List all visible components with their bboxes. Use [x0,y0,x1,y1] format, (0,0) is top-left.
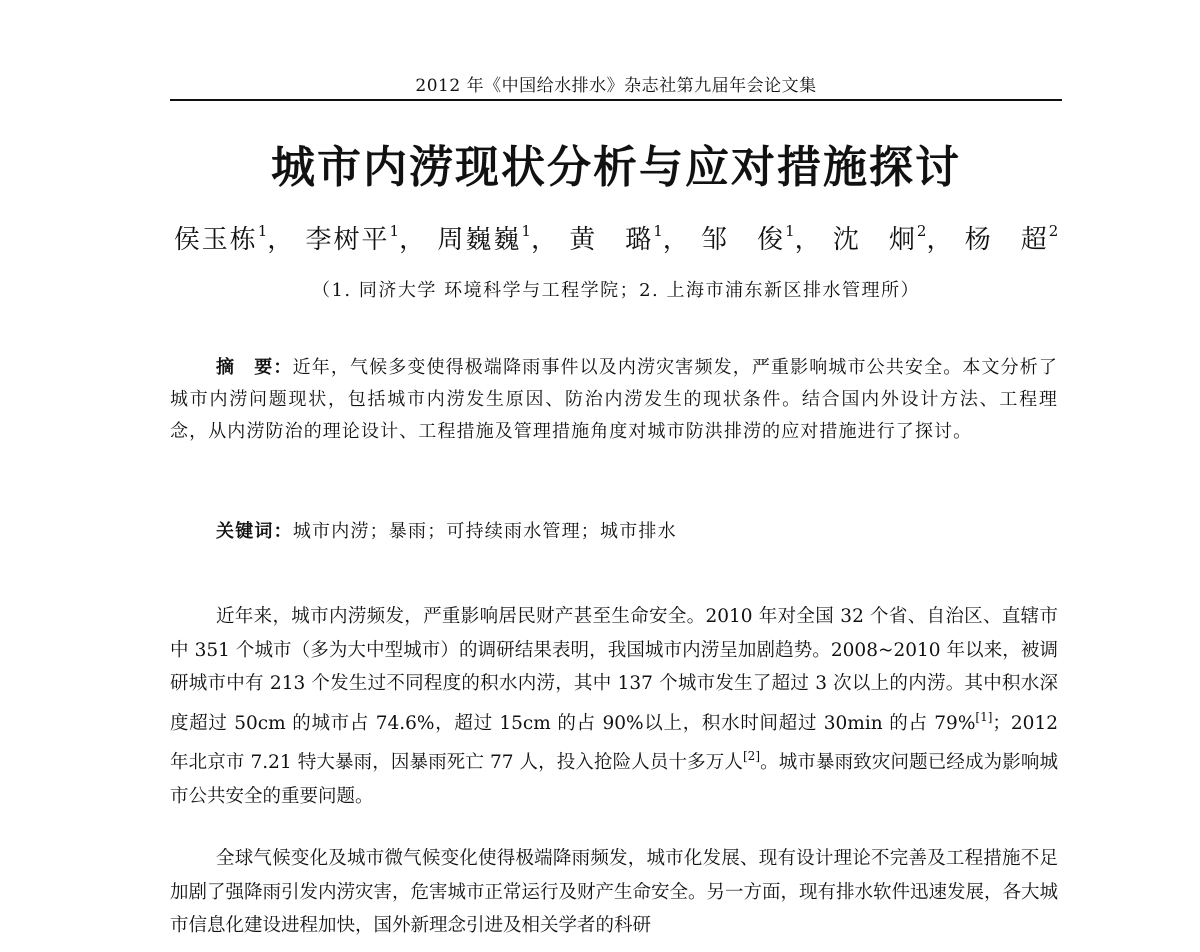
keywords-label: 关键词： [216,521,293,542]
affiliation-mark: 2 [916,222,927,240]
keywords [216,516,1058,548]
abstract-text: 近年，气候多变使得极端降雨事件以及内涝灾害频发，严重影响城市公共安全。本文分析了城市内涝问题现状，包括城市内涝发生原因、防治内涝发生的现状条件。结合国内外设计方法、工程理念，从内涝防治的理论设计、工程措施及管理措施角度对城市防洪排涝的应对措施进行了探讨。 [170,357,1059,442]
author [701,222,823,255]
author-name: 黄 璐 [569,225,654,255]
keywords-text: 城市内涝；暴雨；可持续雨水管理；城市排水 [292,521,677,542]
author-separator: ， [794,225,823,255]
citation-ref[interactable]: [1] [975,709,993,724]
affiliation-mark: 2 [1048,222,1059,240]
header-rule [170,99,1062,101]
author-name: 邹 俊 [701,225,786,255]
affiliations: （1. 同济大学 环境科学与工程学院；2. 上海市浦东新区排水管理所） [311,280,920,301]
affiliation-mark: 1 [785,222,795,240]
affiliation-mark: 1 [653,222,663,240]
author [173,222,296,255]
author-separator: ， [662,225,691,255]
author-separator: ， [399,225,428,255]
author [964,222,1059,255]
paper-title: 城市内涝现状分析与应对措施探讨 [271,142,961,193]
author-name: 周巍巍 [437,225,522,255]
author-name: 沈 炯 [832,225,917,255]
body-paragraph-2: 全球气候变化及城市微气候变化使得极端降雨频发，城市化发展、现有设计理论不完善及工程措施不足加剧了强降雨引发内涝灾害，危害城市正常运行及财产生命安全。另一方面，现有排水软件迅速发展，各大城市信息化建设进程加快，国外新理念引进及相关学者的科研 [170,848,1059,937]
paragraph-text: 。城市暴雨致灾问题已经成为影响城市公共安全的重要问题。 [170,752,1058,807]
author [305,222,428,255]
paragraph-text: ；2012 年北京市 7.21 特大暴雨，因暴雨死亡 77 人，投入抢险人员十多万人 [170,712,1058,774]
author [832,222,955,255]
affiliation-mark: 1 [257,222,268,240]
author-name: 侯玉栋 [173,225,258,255]
author-list [150,212,1082,259]
abstract [170,352,1058,448]
citation-ref[interactable]: [2] [743,749,760,764]
author-separator: ， [530,225,559,255]
affiliation-mark: 1 [521,222,531,240]
body-paragraph-1 [170,600,1058,814]
author [569,222,691,255]
abstract-label: 摘 要： [216,357,293,378]
author-separator: ， [926,225,955,255]
affiliation-mark: 1 [389,222,400,240]
author [437,222,559,255]
paragraph-text: 近年来，城市内涝频发，严重影响居民财产甚至生命安全。2010 年对全国 32 个省、自治区、直辖市中 351 个城市（多为大中型城市）的调研结果表明，我国城市内涝呈加剧趋势。2008~2010 年以来，被调研城市中有 213 个发生过不同程度的积水内涝，其中 137 个城市发生了超过 3 次以上的内涝。其中积水深度超过 50cm 的城市占 74.6%，超过 15cm 的占 90%以上，积水时间超过 30min 的占 79% [170,606,1058,734]
running-header: 2012 年《中国给水排水》杂志社第九届年会论文集 [415,76,817,96]
author-separator: ， [267,225,296,255]
author-name: 杨 超 [964,225,1049,255]
author-name: 李树平 [305,225,390,255]
